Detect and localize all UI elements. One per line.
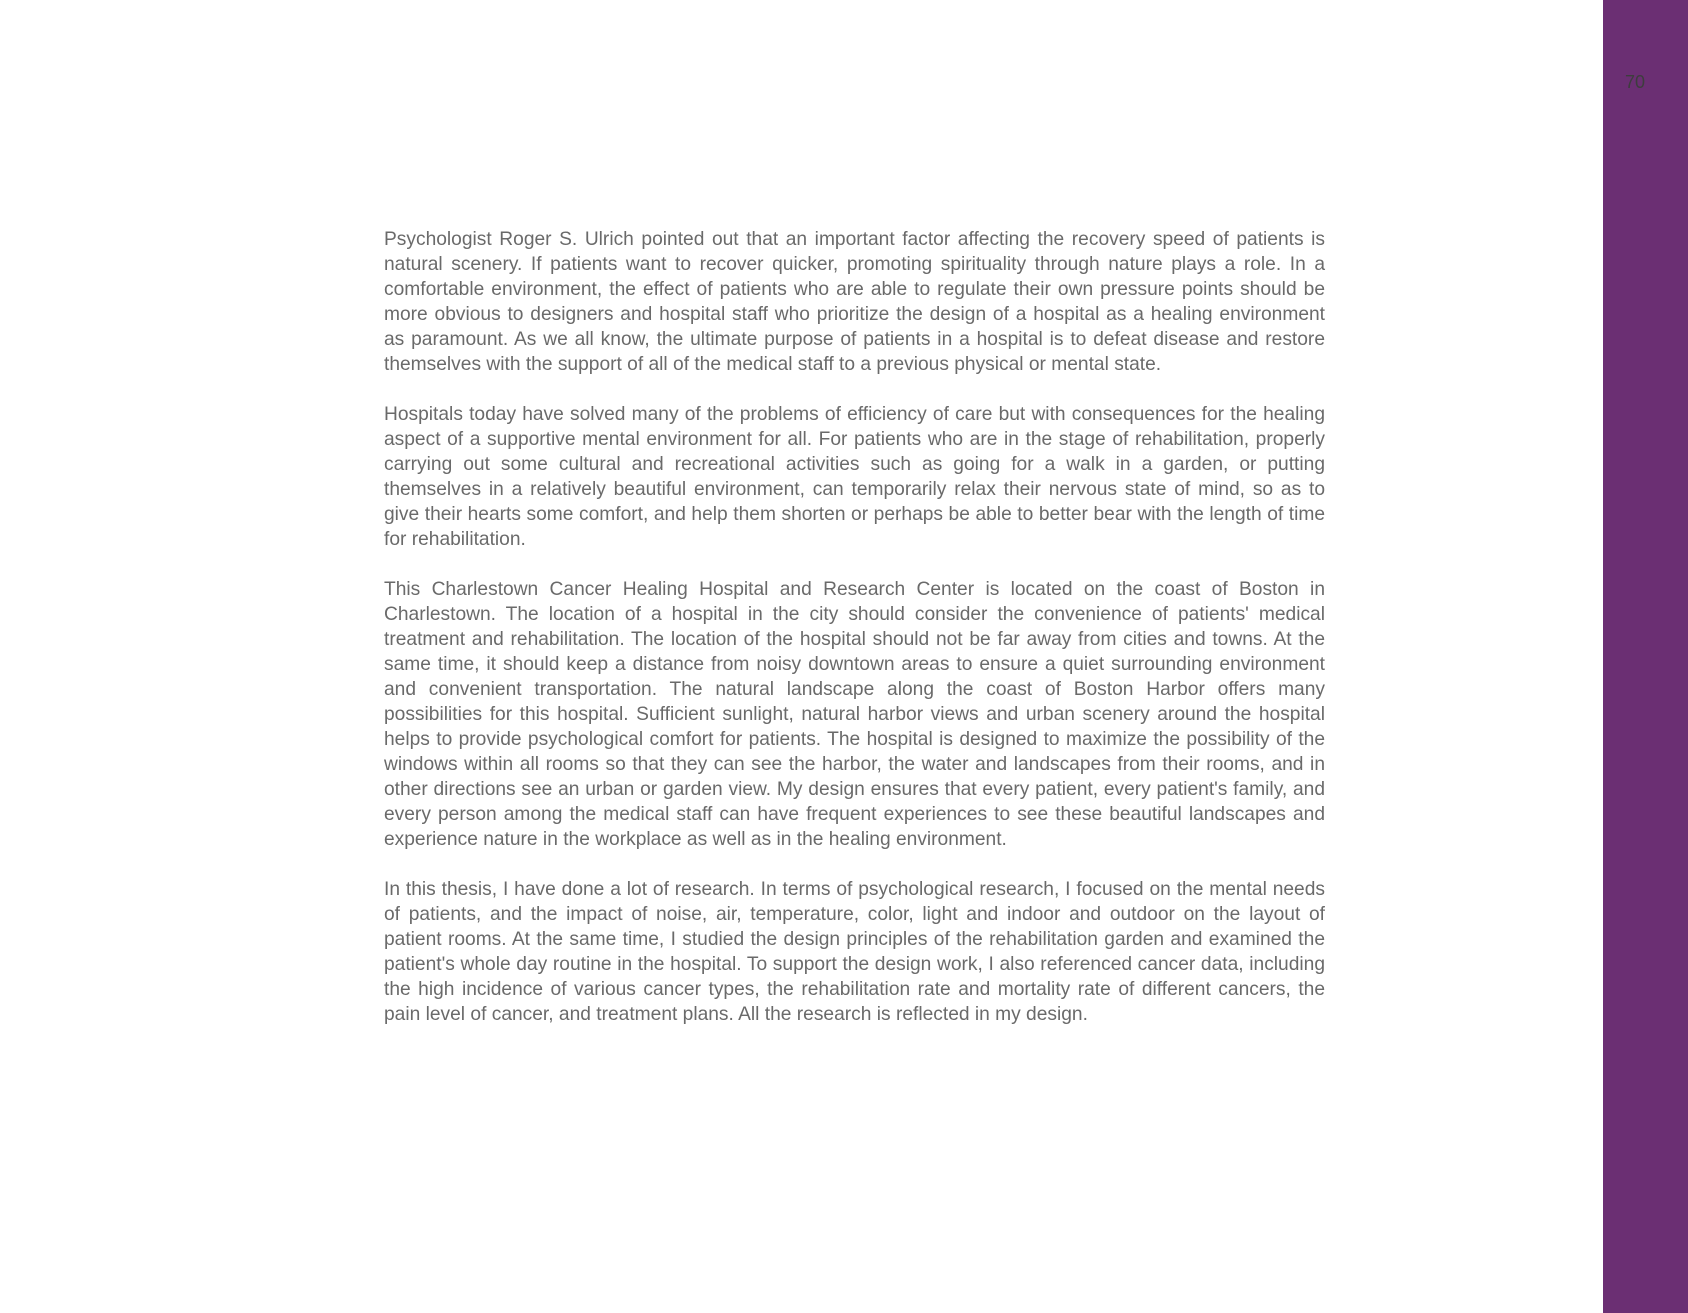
paragraph-charlestown-site: This Charlestown Cancer Healing Hospital and Research Center is located on the coast of Boston in Charlestown. The location of a hospital in the city should consider the convenience of patients' medical treatment and rehabilitation. The location of the hospital should not be far away from cities and towns. At the same time, it should keep a distance from noisy downtown areas to ensure a quiet surrounding environment and convenient transportation. The natural landscape along the coast of Boston Harbor offers many possibilities for this hospital. Sufficient sunlight, natural harbor views and urban scenery around the hospital helps to provide psychological comfort for patients. The hospital is designed to maximize the possibility of the windows within all rooms so that they can see the harbor, the water and landscapes from their rooms, and in other directions see an urban or garden view. My design ensures that every patient, every patient's family, and every person among the medical staff can have frequent experiences to see these beautiful landscapes and experience nature in the workplace as well as in the healing environment. xyxy=(384,579,1325,850)
paragraph-ulrich: Psychologist Roger S. Ulrich pointed out that an important factor affecting the recovery speed of patients is natural scenery. If patients want to recover quicker, promoting spirituality through nature plays a role. In a comfortable environment, the effect of patients who are able to regulate their own pressure points should be more obvious to designers and hospital staff who prioritize the design of a hospital as a healing environment as paramount. As we all know, the ultimate purpose of patients in a hospital is to defeat disease and restore themselves with the support of all of the medical staff to a previous physical or mental state. xyxy=(384,229,1325,375)
paragraph-hospitals-today: Hospitals today have solved many of the problems of efficiency of care but with consequences for the healing aspect of a supportive mental environment for all. For patients who are in the stage of rehabilitation, properly carrying out some cultural and recreational activities such as going for a walk in a garden, or putting themselves in a relatively beautiful environment, can temporarily relax their nervous state of mind, so as to give their hearts some comfort, and help them shorten or perhaps be able to better bear with the length of time for rehabilitation. xyxy=(384,404,1325,550)
body-text xyxy=(384,227,1325,1052)
paragraph-thesis-research: In this thesis, I have done a lot of research. In terms of psychological research, I focused on the mental needs of patients, and the impact of noise, air, temperature, color, light and indoor and outdoor on the layout of patient rooms. At the same time, I studied the design principles of the rehabilitation garden and examined the patient's whole day routine in the hospital. To support the design work, I also referenced cancer data, including the high incidence of various cancer types, the rehabilitation rate and mortality rate of different cancers, the pain level of cancer, and treatment plans. All the research is reflected in my design. xyxy=(384,879,1325,1025)
side-accent-band xyxy=(1603,0,1688,1313)
page-number: 70 xyxy=(1625,72,1646,92)
